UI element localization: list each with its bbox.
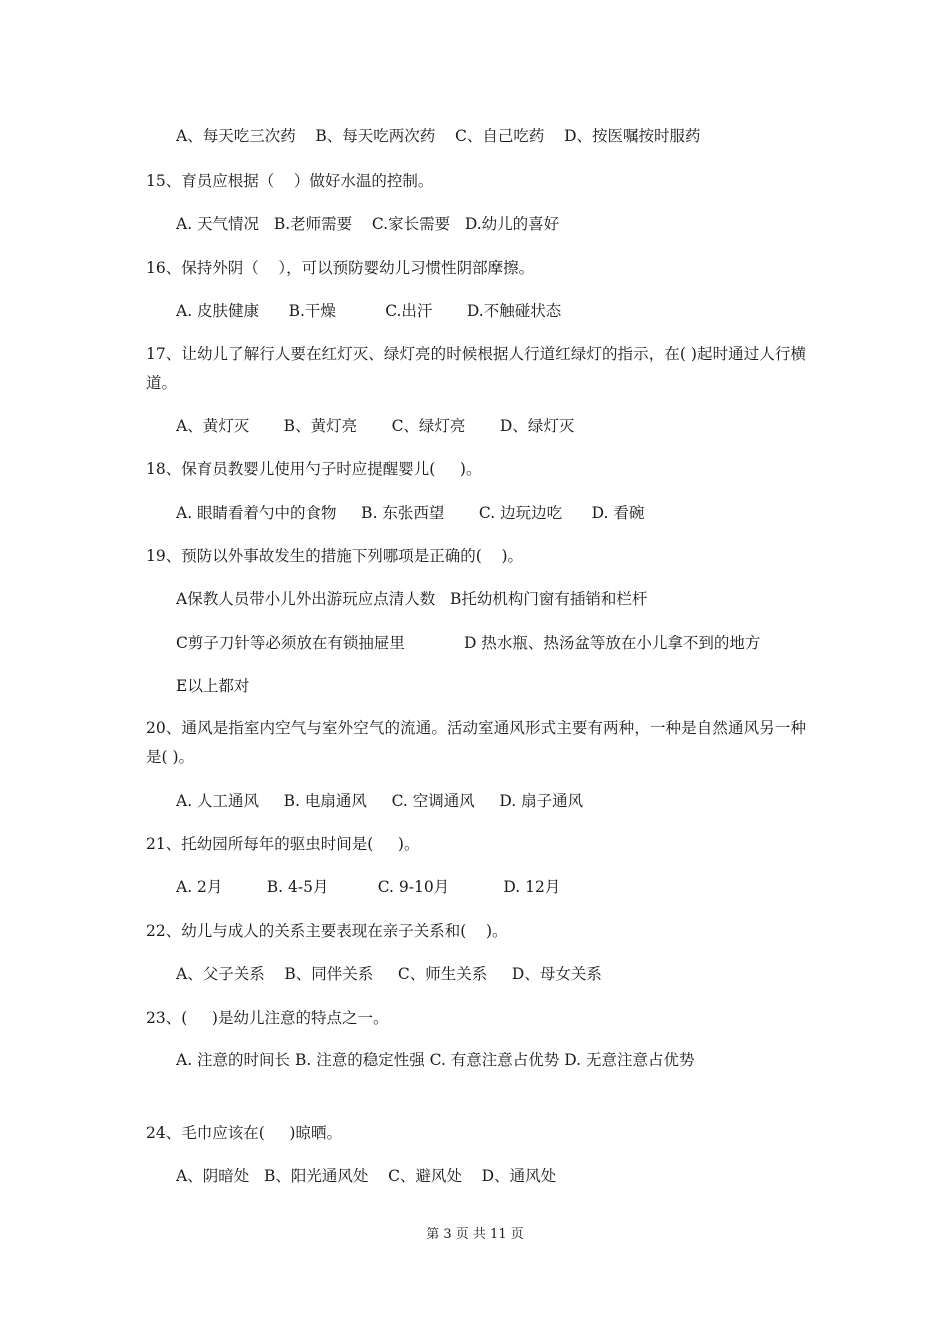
option-line-19-cd: C剪子刀针等必须放在有锁抽屉里 D 热水瓶、热汤盆等放在小儿拿不到的地方 xyxy=(176,634,761,652)
option-line-19-e: E以上都对 xyxy=(176,677,250,695)
option-line-18: A. 眼睛看着勺中的食物 B. 东张西望 C. 边玩边吃 D. 看碗 xyxy=(176,504,645,522)
option-line-24: A、阴暗处 B、阳光通风处 C、避风处 D、通风处 xyxy=(176,1167,557,1185)
option-line-23: A. 注意的时间长 B. 注意的稳定性强 C. 有意注意占优势 D. 无意注意占优势 xyxy=(176,1051,695,1069)
option-line-21: A. 2月 B. 4-5月 C. 9-10月 D. 12月 xyxy=(176,878,561,896)
page-footer: 第 3 页 共 11 页 xyxy=(426,1227,524,1242)
question-15: 15、育员应根据（ ）做好水温的控制。 xyxy=(146,172,434,190)
option-line-17: A、黄灯灭 B、黄灯亮 C、绿灯亮 D、绿灯灭 xyxy=(176,417,575,435)
question-21: 21、托幼园所每年的驱虫时间是( )。 xyxy=(146,835,420,853)
question-23: 23、( )是幼儿注意的特点之一。 xyxy=(146,1009,389,1027)
question-18: 18、保育员教婴儿使用勺子时应提醒婴儿( )。 xyxy=(146,460,482,478)
question-22: 22、幼儿与成人的关系主要表现在亲子关系和( )。 xyxy=(146,922,508,940)
option-line-20: A. 人工通风 B. 电扇通风 C. 空调通风 D. 扇子通风 xyxy=(176,792,584,810)
question-24: 24、毛巾应该在( )晾晒。 xyxy=(146,1124,342,1142)
option-line-19-ab: A保教人员带小儿外出游玩应点清人数 B托幼机构门窗有插销和栏杆 xyxy=(176,590,648,608)
question-19: 19、预防以外事故发生的措施下列哪项是正确的( )。 xyxy=(146,547,524,565)
option-line-22: A、父子关系 B、同伴关系 C、师生关系 D、母女关系 xyxy=(176,965,602,983)
option-line-15: A. 天气情况 B.老师需要 C.家长需要 D.幼儿的喜好 xyxy=(176,215,560,233)
question-17: 17、让幼儿了解行人要在红灯灭、绿灯亮的时候根据人行道红绿灯的指示，在( )起时通过人行横道。 xyxy=(146,345,806,392)
option-line-16: A. 皮肤健康 B.干燥 C.出汗 D.不触碰状态 xyxy=(176,302,562,320)
question-16: 16、保持外阴（ ），可以预防婴幼儿习惯性阴部摩擦。 xyxy=(146,259,535,277)
option-line-14: A、每天吃三次药 B、每天吃两次药 C、自己吃药 D、按医嘱按时服药 xyxy=(176,127,701,145)
question-20: 20、通风是指室内空气与室外空气的流通。活动室通风形式主要有两种，一种是自然通风另一种是( )。 xyxy=(146,719,806,766)
